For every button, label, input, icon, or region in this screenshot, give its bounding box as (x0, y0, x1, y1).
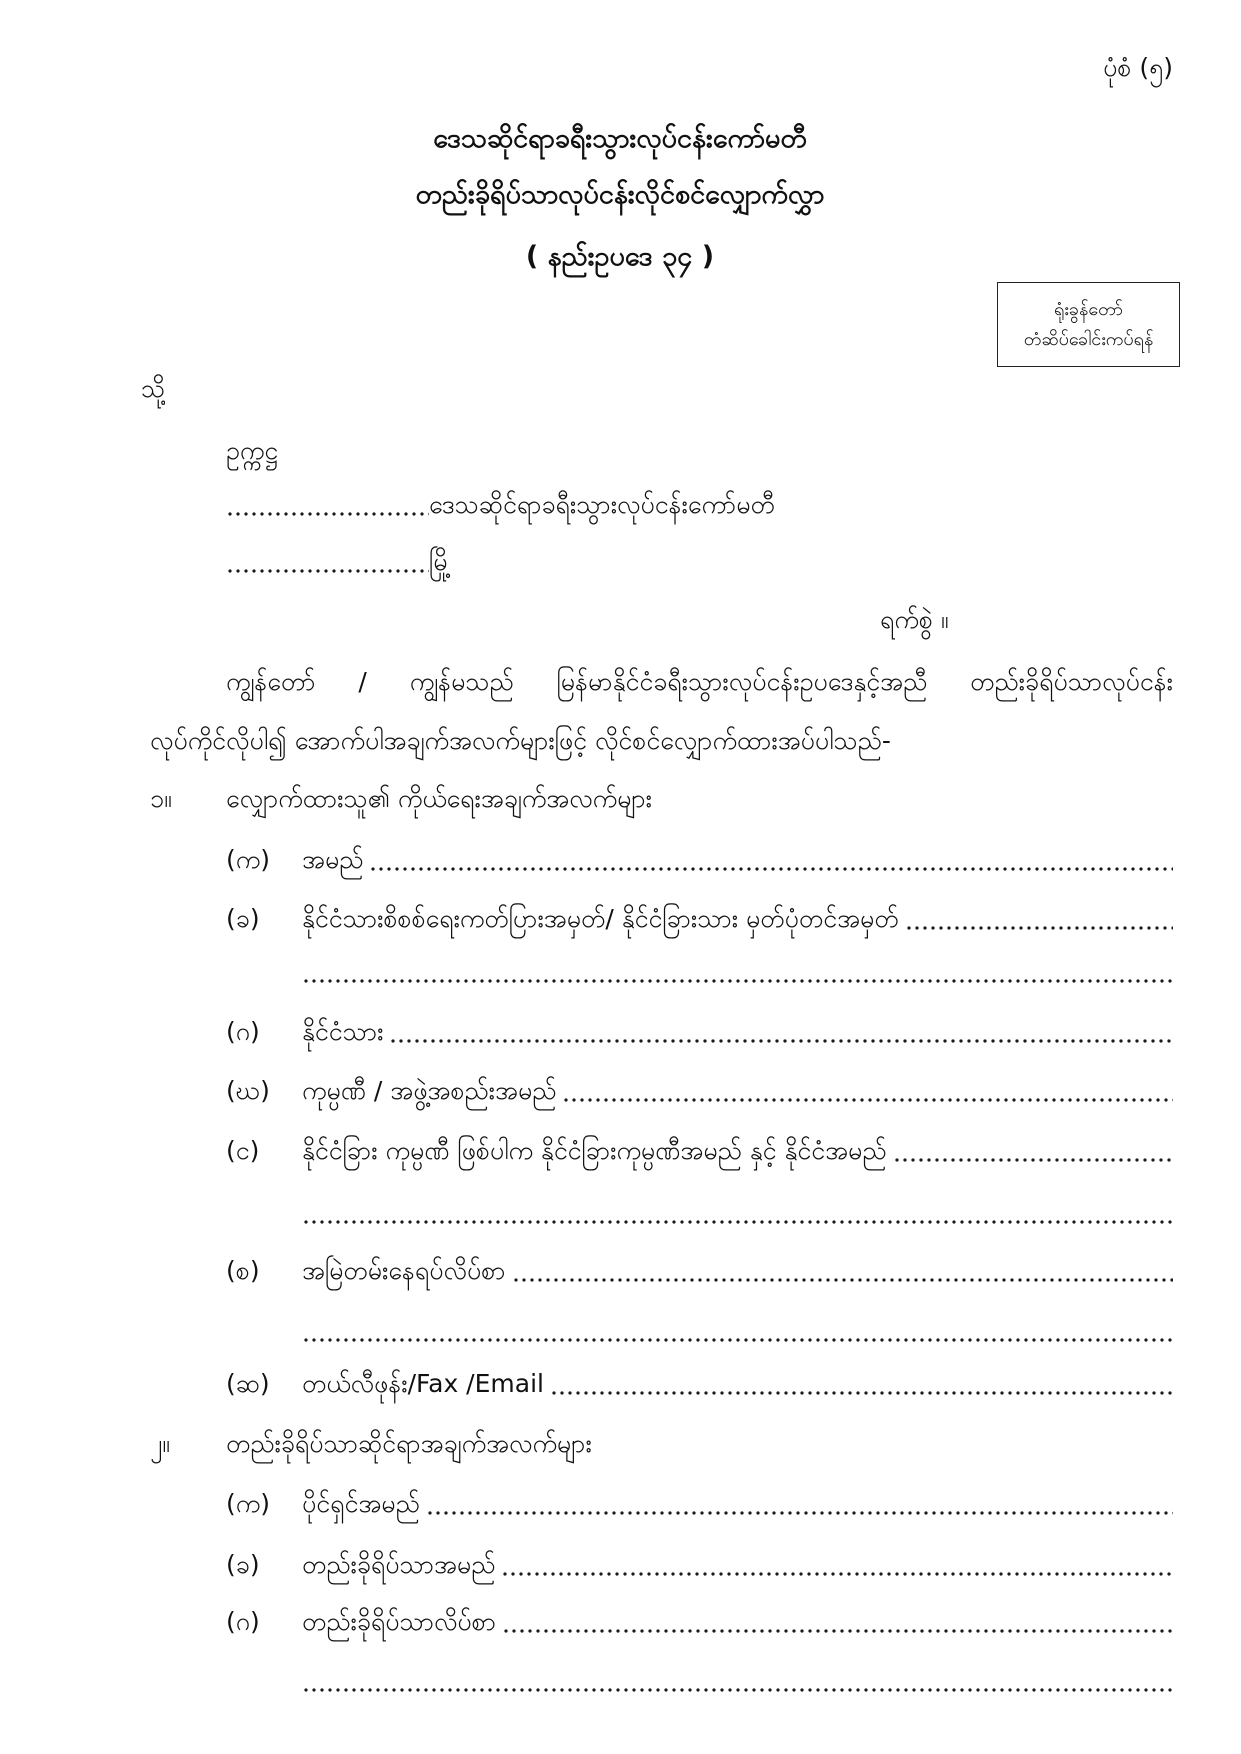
fill-in-blank (226, 483, 429, 527)
section-heading: လျှောက်ထားသူ၏ ကိုယ်ရေးအချက်အလက်များ (226, 784, 653, 813)
field-continuation-line (302, 1659, 1173, 1703)
form-number: ပုံစံ (၅) (1103, 53, 1173, 82)
date-label: ရက်စွဲ ။ (880, 605, 949, 634)
fill-in-blank (550, 1362, 1173, 1406)
field-text: နိုင်ငံသားစိစစ်ရေးကတ်ပြားအမှတ်/ နိုင်ငံခြားသား မှတ်ပုံတင်အမှတ် (302, 904, 899, 933)
field-text: တယ်လီဖုန်း/Fax /Email (302, 1369, 544, 1398)
field-row-id-number (226, 897, 1173, 941)
field-continuation-line (302, 1191, 1173, 1235)
field-text: နိုင်ငံသား (302, 1017, 384, 1046)
field-label: (ဂ) (226, 1607, 260, 1636)
fill-in-blank (562, 1069, 1173, 1113)
addressee-to: သို့ (141, 374, 166, 403)
field-text: ကုမ္ပဏီ / အဖွဲ့အစည်းအမည် (302, 1076, 557, 1105)
committee-line (226, 483, 1126, 527)
fill-in-blank (389, 1010, 1173, 1054)
stamp-box-line: တံဆိပ်ခေါင်းကပ်ရန် (1023, 328, 1154, 350)
field-row-foreign-company (226, 1129, 1173, 1173)
field-row-permanent-address (226, 1249, 1173, 1293)
field-continuation-line (302, 1309, 1173, 1353)
fill-in-blank (512, 1249, 1173, 1293)
fill-in-blank (502, 1600, 1173, 1644)
field-row-owner-name (226, 1482, 1173, 1526)
section-header (150, 1422, 1173, 1466)
field-label: (က) (226, 845, 270, 874)
field-row-name (226, 838, 1173, 882)
section-heading: တည်းခိုရိပ်သာဆိုင်ရာအချက်အလက်များ (226, 1429, 592, 1458)
field-text: တည်းခိုရိပ်သာအမည် (302, 1550, 496, 1579)
field-row-company-name (226, 1069, 1173, 1113)
field-label: (စ) (226, 1256, 260, 1285)
fill-in-blank (302, 1309, 1173, 1353)
field-row-contact (226, 1362, 1173, 1406)
field-text: အမြဲတမ်းနေရပ်လိပ်စာ (302, 1256, 506, 1285)
field-continuation-line (302, 950, 1173, 994)
fill-in-blank (369, 838, 1173, 882)
field-label: (ဂ) (226, 1017, 260, 1046)
fill-in-blank (302, 1191, 1173, 1235)
field-label: (ခ) (226, 1550, 260, 1579)
field-text: တည်းခိုရိပ်သာလိပ်စာ (302, 1607, 497, 1636)
city-label: မြို့ (429, 547, 452, 576)
field-label: (င) (226, 1136, 260, 1165)
field-text: နိုင်ငံခြား ကုမ္ပဏီ ဖြစ်ပါက နိုင်ငံခြားကုမ္ပဏီအမည် နှင့် နိုင်ငံအမည် (302, 1136, 887, 1165)
field-label: (ဆ) (226, 1369, 270, 1398)
field-row-guesthouse-name (226, 1543, 1173, 1587)
fill-in-blank (893, 1129, 1173, 1173)
committee-name: ဒေသဆိုင်ရာခရီးသွားလုပ်ငန်းကော်မတီ (429, 490, 775, 519)
intro-paragraph-line: လုပ်ကိုင်လိုပါ၍ အောက်ပါအချက်အလက်များဖြင့် လိုင်စင်လျှောက်ထားအပ်ပါသည်- (150, 726, 891, 755)
field-row-citizenship (226, 1010, 1173, 1054)
fill-in-blank (426, 1482, 1173, 1526)
section-number: ၂။ (150, 1429, 170, 1458)
fill-in-blank (302, 950, 1173, 994)
fill-in-blank (302, 1659, 1173, 1703)
document-title-line-1: ဒေသဆိုင်ရာခရီးသွားလုပ်ငန်းကော်မတီ (433, 123, 807, 154)
field-label: (ခ) (226, 904, 260, 933)
field-row-guesthouse-address (226, 1600, 1173, 1644)
stamp-box-line: ရုံးခွန်တော် (1053, 298, 1124, 320)
field-label: (ဃ) (226, 1076, 270, 1105)
field-text: အမည် (302, 845, 364, 874)
fill-in-blank (905, 897, 1173, 941)
document-title-line-3: ( နည်းဥပဒေ ၃၄ ) (525, 241, 715, 272)
fill-in-blank (501, 1543, 1173, 1587)
revenue-stamp-box (997, 282, 1180, 367)
section-header (150, 777, 1173, 821)
intro-paragraph-line: ကျွန်တော် / ကျွန်မသည် မြန်မာနိုင်ငံခရီးသွားလုပ်ငန်းဥပဒေနှင့်အညီ တည်းခိုရိပ်သာလုပ်ငန်း (226, 667, 1173, 696)
fill-in-blank (226, 540, 429, 584)
city-line (226, 540, 826, 584)
document-title-line-2: တည်းခိုရိပ်သာလုပ်ငန်းလိုင်စင်လျှောက်လွှာ (415, 179, 825, 210)
section-number: ၁။ (150, 784, 172, 813)
recipient-title: ဥက္ကဋ္ဌ (226, 436, 278, 465)
field-text: ပိုင်ရှင်အမည် (302, 1489, 420, 1518)
field-label: (က) (226, 1489, 270, 1518)
